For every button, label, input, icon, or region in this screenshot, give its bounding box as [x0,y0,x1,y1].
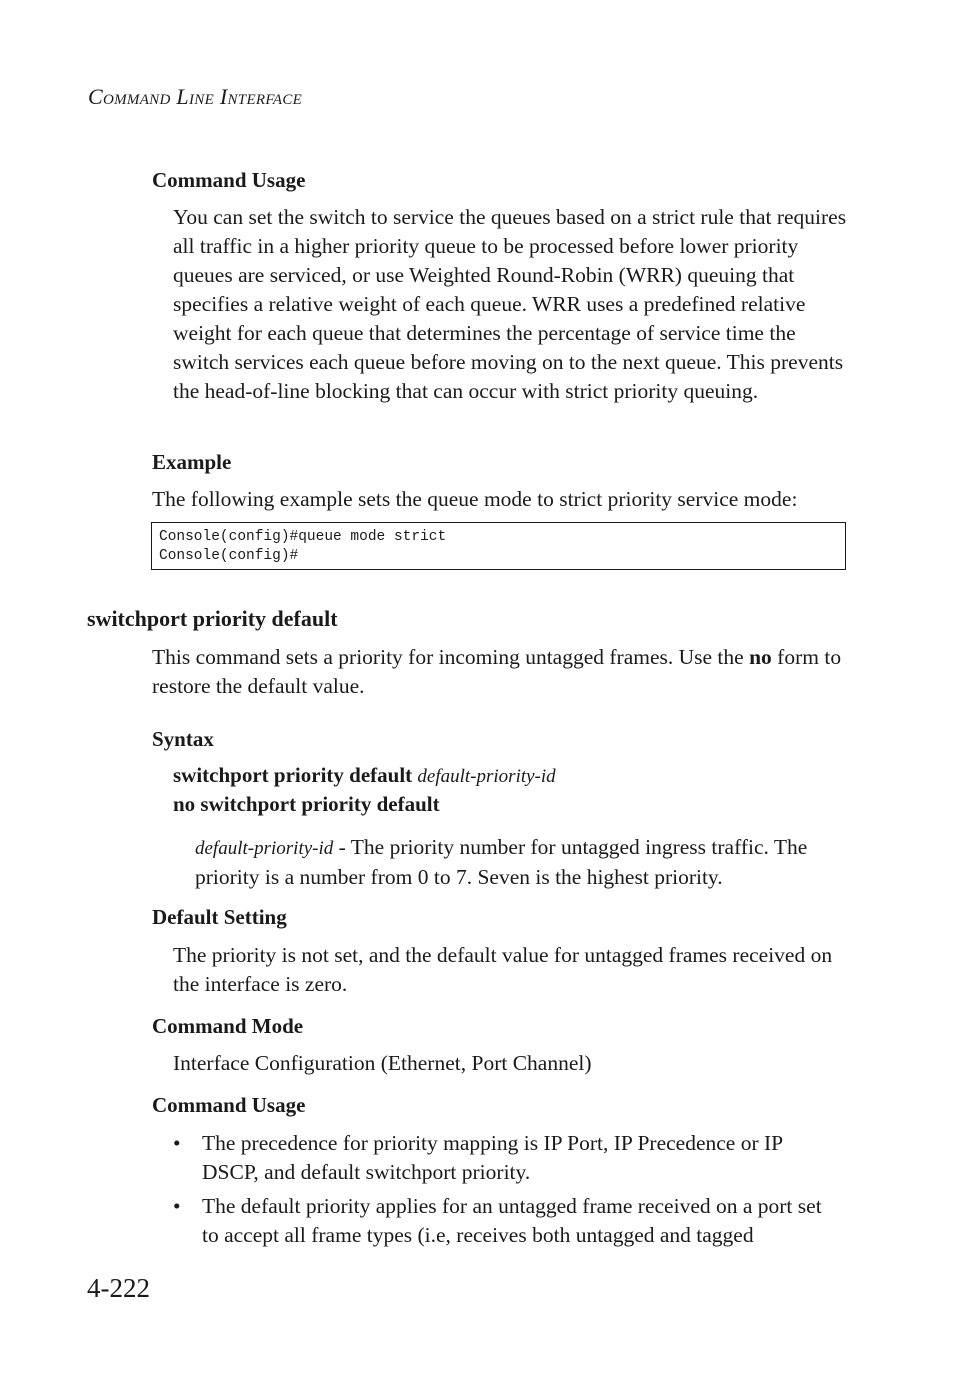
command-usage-heading-2: Command Usage [152,1093,306,1117]
command-mode-text: Interface Configuration (Ethernet, Port Channel) [173,1051,592,1075]
command-mode-heading: Command Mode [152,1014,304,1038]
syntax-line-2: no switchport priority default [173,792,440,816]
command-description: This command sets a priority for incoming untagged frames. Use the no form to restore the default value. [152,645,842,698]
default-setting-text: The priority is not set, and the default value for untagged frames received on the interface is zero. [173,943,833,996]
list-item: • The default priority applies for an untagged frame received on a port set to accept all frame types (i.e, receives both untagged and tagged [173,1194,822,1247]
command-title: switchport priority default [87,606,338,631]
default-setting-heading: Default Setting [152,905,287,929]
list-item: • The precedence for priority mapping is IP Port, IP Precedence or IP DSCP, and default switchport priority. [173,1131,783,1184]
command-usage-text: You can set the switch to service the queues based on a strict rule that requires all traffic in a higher priority queue to be processed before lower priority queues are serviced, or use Weighted Round-Robin (WRR) queuing that specifies a relative weight of each queue. WRR uses a predefined relative weight for each queue that determines the percentage of service time the switch services each queue before moving on to the next queue. This prevents the head-of-line blocking that can occur with strict priority queuing. [173,205,847,403]
code-line: Console(config)#queue mode strict [159,529,447,545]
syntax-line-1: switchport priority default default-priority-id [173,763,556,787]
bullet-icon: • [173,1131,181,1155]
syntax-heading: Syntax [152,727,214,751]
bullet-icon: • [173,1194,181,1218]
example-heading: Example [152,450,232,474]
code-line: Console(config)# [159,548,299,564]
running-head: COMMAND LINE INTERFACE [88,84,303,109]
parameter-description: default-priority-id - The priority number for untagged ingress traffic. The priority is a number from 0 to 7. Seven is the highest priority. [195,835,808,889]
page-number: 4-222 [87,1273,150,1303]
command-usage-heading: Command Usage [152,168,306,192]
code-example [151,522,846,570]
example-text: The following example sets the queue mode to strict priority service mode: [152,487,798,511]
